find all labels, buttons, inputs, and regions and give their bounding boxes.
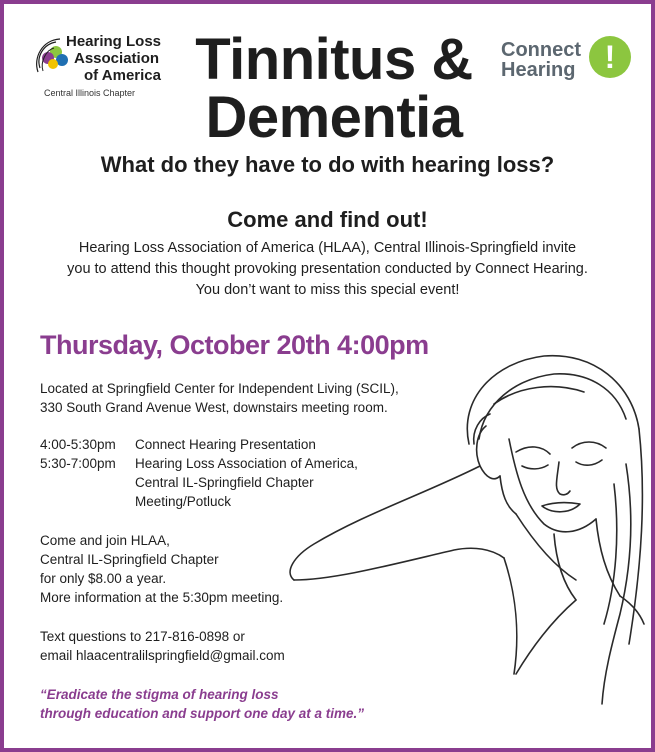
hlaa-logo-line3: of America [84,67,161,84]
location-line: 330 South Grand Avenue West, downstairs meeting room. [40,400,388,415]
title-line1: Tinnitus & [195,27,473,92]
join-line: for only $8.00 a year. [40,571,167,586]
schedule-desc: Central IL-Springfield Chapter [135,475,314,490]
hlaa-logo [34,30,174,100]
join-line: Come and join HLAA, [40,533,170,548]
intro-line: Hearing Loss Association of America (HLAA), Central Illinois-Springfield invite [78,240,577,256]
location-line: Located at Springfield Center for Independent Living (SCIL), [40,381,399,396]
schedule-desc: Meeting/Potluck [135,494,232,509]
exclamation-icon: ! [589,36,631,78]
contact-line: Text questions to 217-816-0898 or [40,629,245,644]
intro-paragraph [44,238,611,301]
title-line2: Dementia [205,85,463,150]
schedule-desc: Connect Hearing Presentation [135,437,316,452]
quote-line: “Eradicate the stigma of hearing loss [40,687,279,702]
join-line: Central IL-Springfield Chapter [40,552,219,567]
woman-holding-head-illustration [254,344,649,739]
subtitle: What do they have to do with hearing loss? [100,152,555,177]
intro-line: you to attend this thought provoking presentation conducted by Connect Hearing. [67,261,588,277]
connect-hearing-line2: Hearing [501,59,576,81]
join-paragraph [40,531,283,607]
join-line: More information at the 5:30pm meeting. [40,590,284,605]
schedule-desc: Hearing Loss Association of America, [135,456,358,471]
connect-hearing-line1: Connect [501,39,581,61]
connect-hearing-logo [501,36,637,88]
hlaa-logo-line2: Association [74,50,160,67]
hlaa-logo-line1: Hearing Loss [66,33,162,50]
come-heading: Come and find out! [227,207,428,232]
schedule-time: 4:00-5:30pm [40,437,116,452]
hlaa-logo-chapter: Central Illinois Chapter [44,88,136,98]
schedule-time: 5:30-7:00pm [40,456,116,471]
event-date: Thursday, October 20th 4:00pm [40,330,429,360]
intro-line: You don’t want to miss this special event! [195,282,460,298]
contact-email: email hlaacentralilspringfield@gmail.com [40,648,285,663]
quote-line: through education and support one day at a time.” [40,706,365,721]
contact-info [40,627,285,665]
